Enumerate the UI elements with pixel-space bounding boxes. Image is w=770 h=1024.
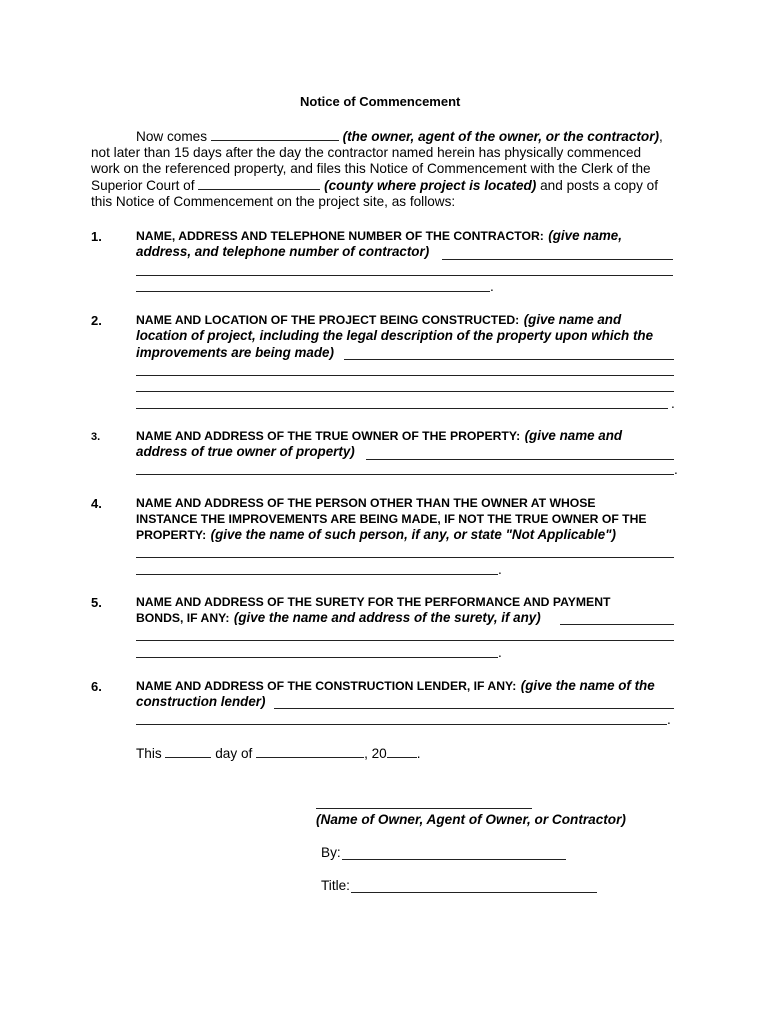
item-3-hint-a: (give name and [524,428,623,443]
date-period: . [416,746,421,761]
item-1-heading: NAME, ADDRESS AND TELEPHONE NUMBER OF THE CONTRACTOR: [136,229,544,243]
item-2-hint-a: (give name and [523,312,622,327]
date-year-prefix: , 20 [364,746,387,761]
item-6-blank-2[interactable] [136,724,667,725]
item-4-heading-c: PROPERTY: [136,528,207,542]
item-5-line-1 [136,594,610,611]
year-blank[interactable] [387,745,417,758]
item-4-heading-b: INSTANCE THE IMPROVEMENTS ARE BEING MADE, IF NOT THE TRUE OWNER OF THE [136,512,647,526]
item-6-hint-b: construction lender) [136,694,266,709]
day-blank[interactable] [165,745,211,758]
item-4-heading-a: NAME AND ADDRESS OF THE PERSON OTHER THAN THE OWNER AT WHOSE [136,496,596,510]
item-1-line-2 [136,244,429,261]
signature-name-caption: (Name of Owner, Agent of Owner, or Contractor) [316,812,626,827]
owner-name-blank[interactable] [211,128,339,141]
signature-title-line[interactable] [351,892,597,893]
item-2-line-1 [136,312,621,329]
item-6-number: 6. [91,679,102,694]
item-3-heading: NAME AND ADDRESS OF THE TRUE OWNER OF THE PROPERTY: [136,429,521,443]
intro-comma: , [659,129,663,144]
item-1-blank-3[interactable] [136,291,490,292]
item-3-blank-1[interactable] [366,459,674,460]
signature-name-line[interactable] [316,808,532,809]
item-2-line-3 [136,345,334,362]
intro-county-hint: (county where project is located) [324,178,537,193]
item-5-blank-1[interactable] [560,624,674,625]
item-5-line-2 [136,610,541,627]
item-2-blank-2[interactable] [136,375,674,376]
item-2-blank-3[interactable] [136,391,674,392]
intro-line-3: work on the referenced property, and files this Notice of Commencement with the Clerk of the [91,161,651,176]
item-1-blank-1[interactable] [442,259,673,260]
county-blank[interactable] [198,177,320,190]
item-3-line-2 [136,444,355,461]
item-4-line-3 [136,527,616,544]
date-this: This [136,746,162,761]
item-3-line-1 [136,428,622,445]
item-5-blank-2[interactable] [136,640,674,641]
item-3-hint-b: address of true owner of property) [136,444,355,459]
document-title: Notice of Commencement [300,94,461,109]
intro-line-1 [136,128,663,145]
item-2-blank-4[interactable] [136,408,668,409]
item-2-number: 2. [91,313,102,328]
date-line [136,745,421,762]
date-day-of: day of [215,746,253,761]
item-5-blank-3[interactable] [136,657,498,658]
signature-by-label: By: [321,845,341,860]
item-3-number: 3. [91,431,101,443]
item-1-number: 1. [91,229,102,244]
item-3-blank-2[interactable] [136,474,674,475]
item-2-line-2 [136,328,653,345]
intro-posts-copy: and posts a copy of [540,178,659,193]
item-5-period: . [498,645,502,660]
intro-now-comes: Now comes [136,129,208,144]
item-2-heading: NAME AND LOCATION OF THE PROJECT BEING CONSTRUCTED: [136,313,520,327]
intro-line-2: not later than 15 days after the day the contractor named herein has physically commenced [91,145,642,160]
item-5-number: 5. [91,595,102,610]
signature-title-label: Title: [321,878,350,893]
item-2-hint-c: improvements are being made) [136,345,334,360]
item-1-blank-2[interactable] [136,275,673,276]
intro-superior-court: Superior Court of [91,178,195,193]
item-5-hint: (give the name and address of the surety, if any) [233,610,541,625]
item-1-hint-a: (give name, [548,228,622,243]
item-4-blank-2[interactable] [136,574,498,575]
month-blank[interactable] [256,745,364,758]
intro-line-4 [91,177,658,194]
item-6-hint-a: (give the name of the [520,678,655,693]
intro-owner-hint: (the owner, agent of the owner, or the contractor) [342,129,660,144]
item-6-line-2 [136,694,265,711]
item-2-blank-1[interactable] [344,359,674,360]
item-2-hint-b: location of project, including the legal description of the property upon which the [136,328,654,343]
item-4-hint: (give the name of such person, if any, or state "Not Applicable") [210,527,616,542]
item-1-line-1 [136,228,622,245]
item-1-period: . [490,279,494,294]
item-4-number: 4. [91,496,102,511]
signature-by-line[interactable] [342,859,566,860]
item-3-period: . [674,462,678,477]
item-4-line-2 [136,511,647,528]
item-6-heading: NAME AND ADDRESS OF THE CONSTRUCTION LENDER, IF ANY: [136,679,517,693]
item-1-hint-b: address, and telephone number of contractor) [136,244,430,259]
item-5-heading-b: BONDS, IF ANY: [136,611,230,625]
item-6-blank-1[interactable] [274,708,674,709]
item-4-period: . [498,562,502,577]
item-4-blank-1[interactable] [136,557,674,558]
item-2-period: . [671,396,675,411]
item-6-period: . [667,712,671,727]
intro-line-5: this Notice of Commencement on the project site, as follows: [91,194,456,209]
item-5-heading-a: NAME AND ADDRESS OF THE SURETY FOR THE PERFORMANCE AND PAYMENT [136,595,611,609]
item-4-line-1 [136,495,596,512]
item-6-line-1 [136,678,655,695]
